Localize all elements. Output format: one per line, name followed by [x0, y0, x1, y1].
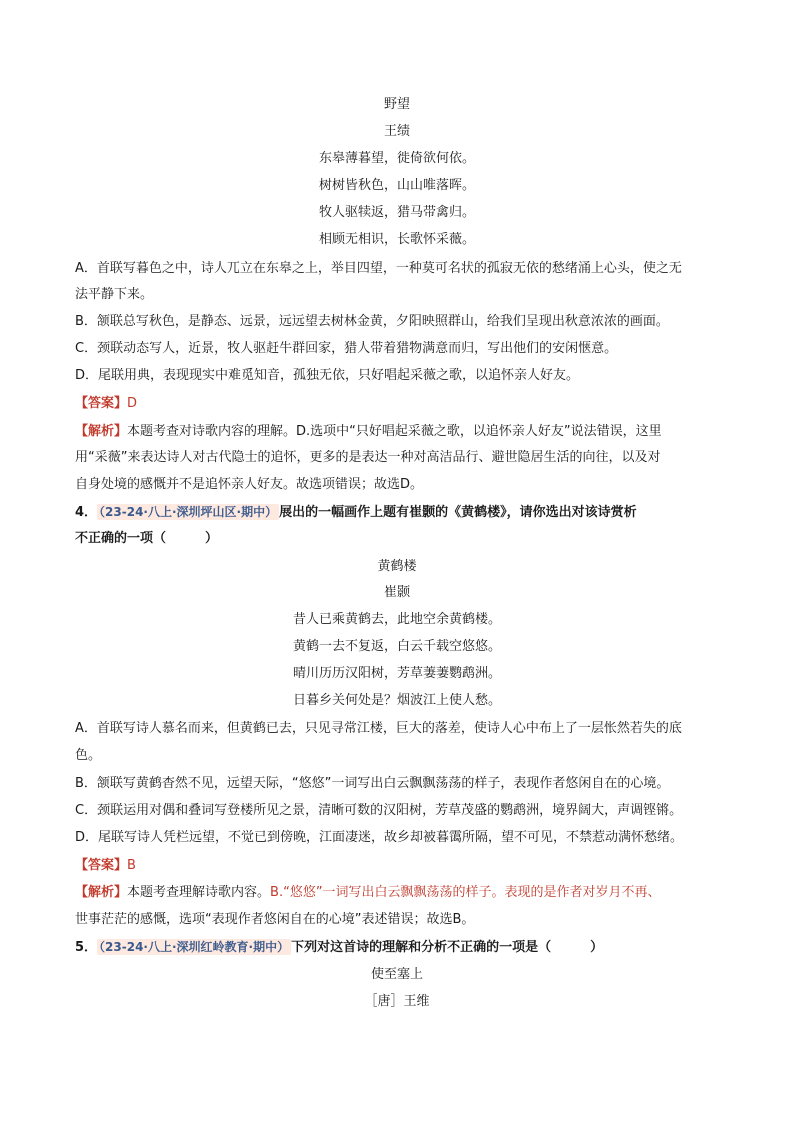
poem2-line: 日暮乡关何处是？烟波江上使人愁。	[292, 693, 501, 708]
q3-analysis-line: 用“采薇”来表达诗人对古代隐士的追怀，更多的是表达一种对高洁品行、避世隐居生活的向往，以及对	[75, 450, 661, 465]
analysis-text: 本题考查对诗歌内容的理解。D.选项中“只好唱起采薇之歌，以追怀亲人好友”说法错误，这里	[127, 424, 662, 439]
q3-option-c: C．颈联动态写人，近景，牧人驱赶牛群回家，猎人带着猎物满意而归，写出他们的安闲惬意。	[75, 341, 618, 356]
q4-answer	[75, 857, 136, 875]
q4-option-a-cont: 色。	[75, 748, 102, 763]
answer-label: 【答案】	[75, 396, 128, 411]
poem2-author: 崔颢	[383, 585, 410, 600]
question-number: 5．	[75, 940, 98, 955]
analysis-label: 【解析】	[75, 424, 128, 439]
poem1-line: 东皋薄暮望，徙倚欲何依。	[318, 151, 475, 166]
q4-option-c: C．颈联运用对偶和叠词写登楼所见之景，清晰可数的汉阳树，芳草茂盛的鹦鹉洲，境界阔大，声调铿锵。	[75, 803, 683, 818]
poem1-line: 牧人驱犊返，猎马带禽归。	[318, 205, 475, 220]
q4-analysis-line	[75, 884, 661, 902]
answer-value: B	[127, 858, 136, 873]
q4-option-a: A．首联写诗人慕名而来，但黄鹤已去，只见寻常江楼，巨大的落差，使诗人心中布上了一层怅然若失的底	[75, 721, 682, 736]
q4-option-b: B．颔联写黄鹤杳然不见，远望天际，“悠悠”一词写出白云飘飘荡荡的样子，表现作者悠闲自在的心境。	[75, 776, 670, 791]
q4-stem	[75, 503, 637, 522]
q4-option-d: D．尾联写诗人凭栏远望，不觉已到傍晚，江面凄迷，故乡却被暮霭所隔，望不可见，不禁惹动满怀愁绪。	[75, 830, 684, 845]
answer-value: D	[127, 396, 138, 411]
q3-answer	[75, 395, 137, 413]
source-tag: （23-24·八上·深圳红岭教育·期中）	[99, 940, 290, 954]
question-stem: 下列对这首诗的理解和分析不正确的一项是（ ）	[291, 940, 604, 955]
question-number: 4．	[75, 505, 98, 520]
poem3-author: ［唐］王维	[364, 994, 430, 1009]
poem2-line: 昔人已乘黄鹤去，此地空余黄鹤楼。	[292, 612, 501, 627]
q4-analysis-line: 世事茫茫的感慨，选项“表现作者悠闲自在的心境”表述错误；故选B。	[75, 912, 475, 927]
analysis-label: 【解析】	[75, 885, 128, 900]
q5-stem	[75, 938, 603, 957]
poem1-title: 野望	[383, 97, 410, 112]
analysis-text-highlight: B.“悠悠”一词写出白云飘飘荡荡的样子。表现的是作者对岁月不再、	[270, 885, 661, 900]
question-stem: 展出的一幅画作上题有崔颢的《黄鹤楼》，请你选出对该诗赏析	[279, 505, 637, 520]
source-tag: （23-24·八上·深圳坪山区·期中）	[99, 505, 278, 519]
answer-label: 【答案】	[75, 858, 128, 873]
poem1-line: 相顾无相识，长歌怀采薇。	[318, 232, 475, 247]
poem2-line: 晴川历历汉阳树，芳草萋萋鹦鹉洲。	[292, 666, 501, 681]
poem1-line: 树树皆秋色，山山唯落晖。	[318, 178, 475, 193]
q3-option-d: D．尾联用典，表现现实中难觅知音，孤独无依，只好唱起采薇之歌，以追怀亲人好友。	[75, 368, 580, 383]
q3-option-b: B．颔联总写秋色，是静态、远景，远远望去树林金黄，夕阳映照群山，给我们呈现出秋意浓浓的画面。	[75, 314, 669, 329]
poem1-author: 王绩	[383, 124, 410, 139]
q3-analysis-line	[75, 423, 662, 441]
poem2-title: 黄鹤楼	[377, 559, 417, 574]
q4-stem-cont: 不正确的一项（ ）	[75, 531, 219, 546]
q3-analysis-line: 自身处境的感慨并不是追怀亲人好友。故选项错误；故选D。	[75, 477, 424, 492]
q3-option-a-cont: 法平静下来。	[75, 287, 154, 302]
analysis-text: 本题考查理解诗歌内容。	[127, 885, 271, 900]
poem2-line: 黄鹤一去不复返，白云千载空悠悠。	[292, 639, 501, 654]
q3-option-a: A．首联写暮色之中，诗人兀立在东皋之上，举目四望，一种莫可名状的孤寂无依的愁绪涌上心头，使之无	[75, 261, 682, 276]
poem3-title: 使至塞上	[370, 967, 423, 982]
